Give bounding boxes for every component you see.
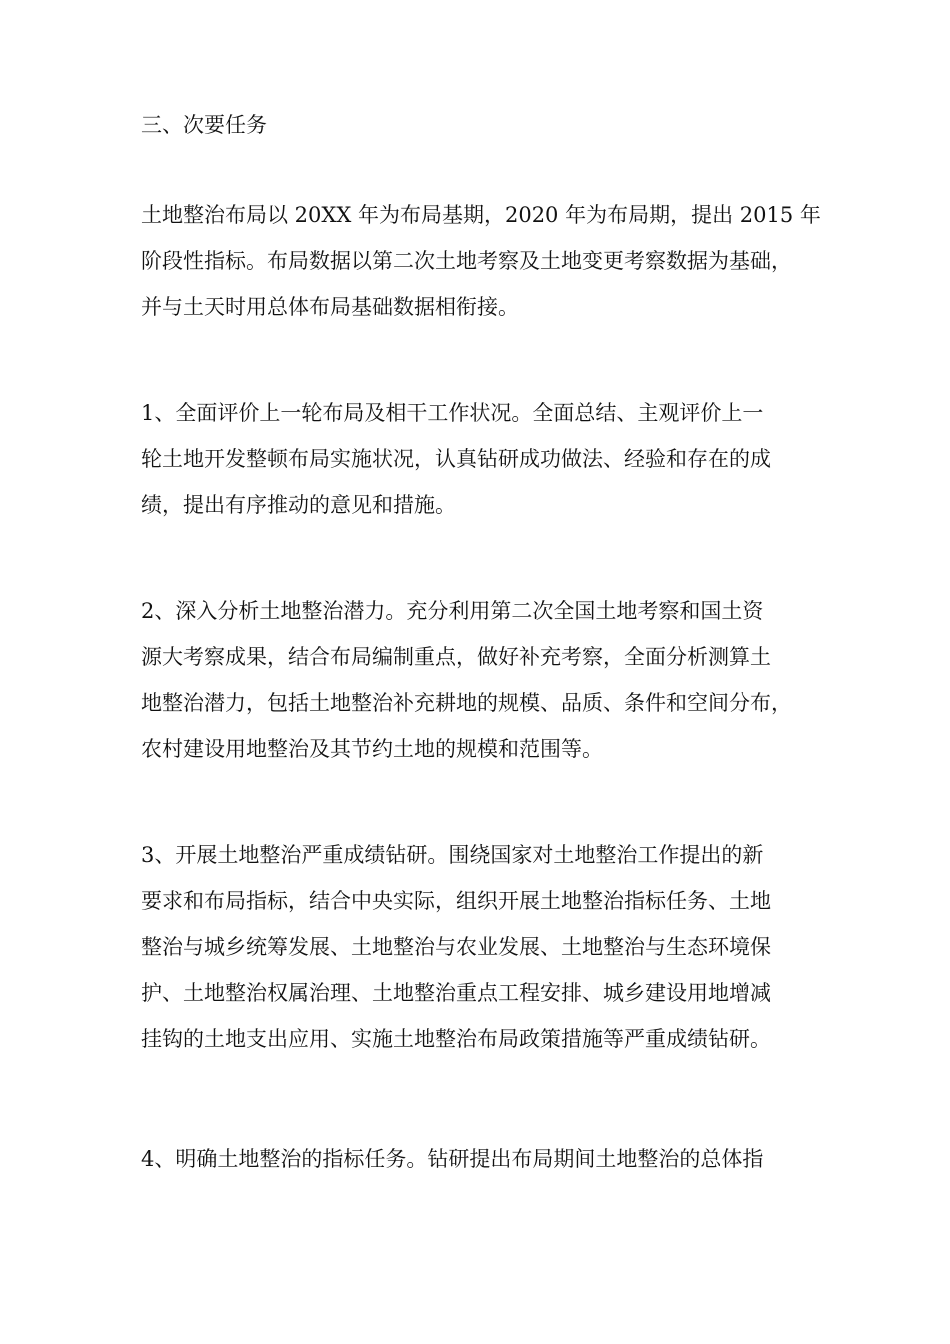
text-line: 2、深入分析土地整治潜力。充分利用第二次全国土地考察和国土资: [141, 599, 764, 623]
text-line: 挂钩的土地支出应用、实施土地整治布局政策措施等严重成绩钻研。: [141, 1027, 771, 1051]
paragraph-item-3: [141, 832, 831, 1062]
text-line: 绩，提出有序推动的意见和措施。: [141, 493, 456, 517]
text-line: 整治与城乡统筹发展、土地整治与农业发展、土地整治与生态环境保: [141, 935, 771, 959]
text-line: 1、全面评价上一轮布局及相干工作状况。全面总结、主观评价上一: [141, 401, 764, 425]
paragraph-item-1: [141, 390, 831, 528]
text-line: 土地整治布局以 20XX 年为布局基期，2020 年为布局期，提出 2015 年: [141, 203, 821, 227]
text-line: 4、明确土地整治的指标任务。钻研提出布局期间土地整治的总体指: [141, 1147, 764, 1171]
text-line: 农村建设用地整治及其节约土地的规模和范围等。: [141, 737, 603, 761]
text-line: 3、开展土地整治严重成绩钻研。围绕国家对土地整治工作提出的新: [141, 843, 764, 867]
text-line: 轮土地开发整顿布局实施状况，认真钻研成功做法、经验和存在的成: [141, 447, 771, 471]
text-line: 要求和布局指标，结合中央实际，组织开展土地整治指标任务、土地: [141, 889, 771, 913]
text-line: 源大考察成果，结合布局编制重点，做好补充考察，全面分析测算土: [141, 645, 771, 669]
text-line: 并与土天时用总体布局基础数据相衔接。: [141, 295, 519, 319]
paragraph-item-2: [141, 588, 831, 772]
text-line: 地整治潜力，包括土地整治补充耕地的规模、品质、条件和空间分布，: [141, 691, 792, 715]
section-heading: 三、次要任务: [141, 113, 267, 137]
paragraph-item-4: [141, 1136, 831, 1182]
text-line: 护、土地整治权属治理、土地整治重点工程安排、城乡建设用地增减: [141, 981, 771, 1005]
paragraph-intro: [141, 192, 831, 330]
text-line: 阶段性指标。布局数据以第二次土地考察及土地变更考察数据为基础，: [141, 249, 792, 273]
